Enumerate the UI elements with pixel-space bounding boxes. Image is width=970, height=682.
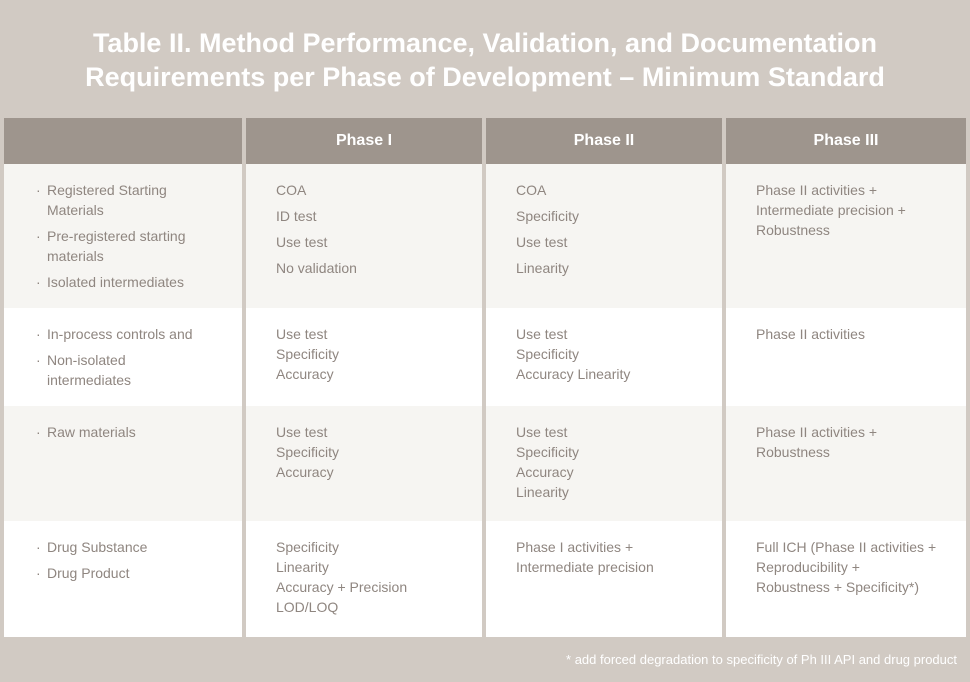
category-item — [36, 563, 234, 583]
requirement-item: Use test — [276, 234, 328, 250]
table-title — [0, 26, 970, 94]
row-2-phase-3 — [726, 308, 966, 406]
footnote: * add forced degradation to specificity of Ph III API and drug product — [566, 652, 957, 667]
requirement-item: Specificity — [516, 346, 580, 362]
bullet-marker: · — [36, 539, 41, 555]
category-item — [36, 272, 234, 292]
category-label: Isolated intermediates — [47, 274, 184, 290]
requirement-item: Intermediate precision — [516, 559, 654, 575]
requirements-table — [4, 118, 966, 637]
row-4-phase-1 — [246, 521, 482, 637]
row-4-category — [4, 521, 242, 637]
row-3-phase-1 — [246, 406, 482, 521]
bullet-marker: · — [36, 182, 41, 198]
row-1-phase-1 — [246, 164, 482, 308]
requirement-item: Accuracy Linearity — [516, 366, 631, 382]
table-title-line-1: Table II. Method Performance, Validation, and Documentation — [92, 28, 878, 58]
category-item — [36, 180, 234, 220]
requirement-item: COA — [516, 182, 547, 198]
category-label: Drug Product — [47, 565, 130, 581]
header-cell-phase-1: Phase I — [246, 118, 482, 164]
header-cell-phase-2: Phase II — [486, 118, 722, 164]
requirement-item: Use test — [516, 234, 568, 250]
requirement-item: Use test — [276, 424, 328, 440]
requirement-item: Robustness + Specificity*) — [756, 579, 920, 595]
row-1-phase-3 — [726, 164, 966, 308]
requirement-item: Specificity — [276, 539, 340, 555]
row-1-phase-2 — [486, 164, 722, 308]
requirement-item: ID test — [276, 208, 317, 224]
category-label: Raw materials — [47, 424, 136, 440]
requirement-item: LOD/LOQ — [276, 599, 339, 615]
category-item — [36, 226, 234, 266]
bullet-marker: · — [36, 274, 41, 290]
category-label: Registered Starting Materials — [47, 182, 167, 218]
header-cell-category — [4, 118, 242, 164]
requirement-item: COA — [276, 182, 307, 198]
category-label: Drug Substance — [47, 539, 148, 555]
bullet-marker: · — [36, 352, 41, 368]
requirement-item: Specificity — [516, 444, 580, 460]
table-title-line-2: Requirements per Phase of Development – Minimum Standard — [85, 62, 885, 92]
row-2-category — [4, 308, 242, 406]
requirement-item: Phase II activities — [756, 326, 865, 342]
requirement-item: Accuracy + Precision — [276, 579, 408, 595]
requirement-item: Phase II activities + — [756, 182, 878, 198]
row-2-phase-2 — [486, 308, 722, 406]
row-4-phase-3 — [726, 521, 966, 637]
header-cell-phase-3: Phase III — [726, 118, 966, 164]
row-1-category — [4, 164, 242, 308]
requirement-item: Accuracy — [516, 464, 574, 480]
row-2-phase-1 — [246, 308, 482, 406]
requirement-item: Use test — [516, 326, 568, 342]
requirement-item: Linearity — [276, 559, 329, 575]
category-label: Pre-registered starting materials — [47, 228, 186, 264]
requirement-item: Accuracy — [276, 464, 334, 480]
requirement-item: Phase I activities + — [516, 539, 634, 555]
row-4-phase-2 — [486, 521, 722, 637]
requirement-item: Linearity — [516, 260, 569, 276]
bullet-marker: · — [36, 228, 41, 244]
requirement-item: Robustness — [756, 222, 830, 238]
requirement-item: Robustness — [756, 444, 830, 460]
requirement-item: Accuracy — [276, 366, 334, 382]
category-label: Non-isolated intermediates — [47, 352, 132, 388]
requirement-item: No validation — [276, 260, 357, 276]
requirement-item: Phase II activities + — [756, 424, 878, 440]
requirement-item: Intermediate precision + — [756, 202, 906, 218]
requirement-item: Linearity — [516, 484, 569, 500]
category-item — [36, 324, 234, 344]
row-3-phase-3 — [726, 406, 966, 521]
requirement-item: Use test — [516, 424, 568, 440]
requirement-item: Specificity — [276, 346, 340, 362]
bullet-marker: · — [36, 326, 41, 342]
bullet-marker: · — [36, 424, 41, 440]
category-item — [36, 422, 234, 442]
row-3-phase-2 — [486, 406, 722, 521]
category-label: In-process controls and — [47, 326, 193, 342]
requirement-item: Full ICH (Phase II activities + — [756, 539, 937, 555]
row-3-category — [4, 406, 242, 521]
requirement-item: Specificity — [516, 208, 580, 224]
requirement-item: Specificity — [276, 444, 340, 460]
category-item — [36, 350, 234, 390]
bullet-marker: · — [36, 565, 41, 581]
requirement-item: Use test — [276, 326, 328, 342]
category-item — [36, 537, 234, 557]
requirement-item: Reproducibility + — [756, 559, 860, 575]
